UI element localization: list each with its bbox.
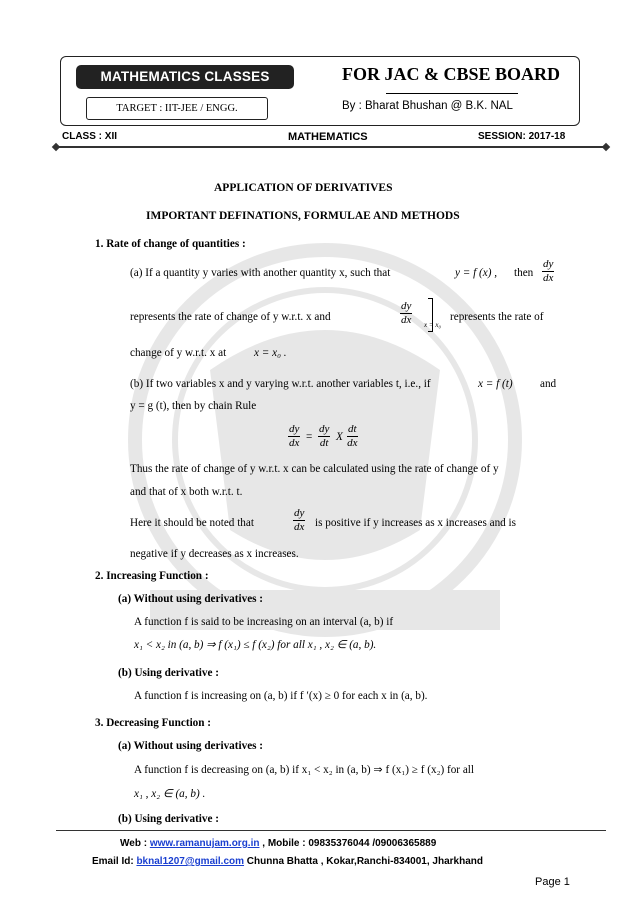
s1b-line1: (b) If two variables x and y varying w.r.t. another variables t, i.e., if [130,378,431,390]
s1b-eq: x = f (t) [478,378,513,390]
brand-badge: MATHEMATICS CLASSES [76,65,294,89]
section-3-heading: 3. Decreasing Function : [95,717,212,729]
s3a-line1: A function f is decreasing on (a, b) if x₁ < x₂ in (a, b) ⇒ f (x₁) ≥ f (x₂) for all [134,764,475,776]
frac-den: dx [347,437,358,449]
chain-dydx [288,423,300,450]
s3a-line2: x₁ , x₂ ∈ (a, b) . [134,788,206,800]
frac-dydx-3 [293,507,305,534]
email-label: Email Id: [92,856,137,867]
frac-num: dy [294,507,305,519]
frac-num: dy [319,423,330,435]
s1a-line1: (a) If a quantity y varies with another quantity x, such that [130,267,391,279]
class-label: CLASS : XII [62,131,118,142]
frac-num: dy [401,300,412,312]
frac-dydx-1 [542,258,554,285]
page-title: APPLICATION OF DERIVATIVES [214,182,393,194]
rule-left-diamond [52,143,60,151]
s1b-line5b: is positive if y increases as x increases and is [315,517,517,529]
s2a-heading: (a) Without using derivatives : [118,593,264,605]
s1b-line6: negative if y decreases as x increases. [130,548,299,560]
s3a-heading: (a) Without using derivatives : [118,740,264,752]
page-subtitle: IMPORTANT DEFINATIONS, FORMULAE AND METHODS [146,210,460,222]
s1a-line3-eq: x = x₀ . [254,347,287,359]
frac-num: dy [289,423,300,435]
s1b-line2: y = g (t), then by chain Rule [130,400,257,412]
author-byline: By : Bharat Bhushan @ B.K. NAL [342,100,513,112]
s1a-line2b: represents the rate of [450,311,544,323]
s2b-heading: (b) Using derivative : [118,667,219,679]
footer-rule [56,830,606,831]
email-link[interactable]: bknal1207@gmail.com [136,856,245,867]
subject-label: MATHEMATICS [288,131,368,143]
address-text: Chunna Bhatta , Kokar,Ranchi-834001, Jharkhand [244,856,483,867]
s2a-line1: A function f is said to be increasing on an interval (a, b) if [134,616,394,628]
frac-den: dx [543,272,554,284]
frac-den: dx [289,437,300,449]
s2b-line1: A function f is increasing on (a, b) if f ′(x) ≥ 0 for each x in (a, b). [134,690,428,702]
session-label: SESSION: 2017-18 [478,131,566,142]
s1b-and: and [540,378,557,390]
board-title: FOR JAC & CBSE BOARD [342,64,561,84]
website-link[interactable]: www.ramanujam.org.in [149,838,260,849]
frac-den: dx [294,521,305,533]
s1b-line3: Thus the rate of change of y w.r.t. x can be calculated using the rate of change of y [130,463,499,475]
s1a-line3: change of y w.r.t. x at [130,347,227,359]
s1b-line5a: Here it should be noted that [130,517,254,529]
chain-dydt [318,423,330,450]
frac-den: dt [319,437,329,449]
mobile-text: , Mobile : 09835376044 /09006365889 [259,838,437,849]
footer-line2 [92,856,483,867]
frac-num: dt [348,423,357,435]
chain-times: X [336,431,343,443]
frac-num: dy [543,258,554,270]
section-1-heading: 1. Rate of change of quantities : [95,238,246,250]
s1b-line4: and that of x both w.r.t. t. [130,486,243,498]
frac-dydx-2 [400,300,412,327]
web-label: Web : [120,838,150,849]
s3b-heading: (b) Using derivative : [118,813,219,825]
chain-equals: = [306,431,313,443]
page-number: Page 1 [535,876,570,888]
section-2-heading: 2. Increasing Function : [95,570,209,582]
header-rule [56,146,606,148]
s2a-line2: x₁ < x₂ in (a, b) ⇒ f (x₁) ≤ f (x₂) for all x₁ , x₂ ∈ (a, b). [134,639,377,651]
footer-line1 [120,838,436,849]
chain-dtdx [347,423,358,450]
rule-right-diamond [602,143,610,151]
eval-subscript: x = x₀ [424,321,441,329]
target-label: TARGET : IIT-JEE / ENGG. [86,97,268,120]
s1a-line2a: represents the rate of change of y w.r.t. x and [130,311,331,323]
s1a-then: then [514,267,534,279]
frac-den: dx [401,314,412,326]
board-underline [386,93,518,94]
s1a-eq: y = f (x) , [455,267,498,279]
